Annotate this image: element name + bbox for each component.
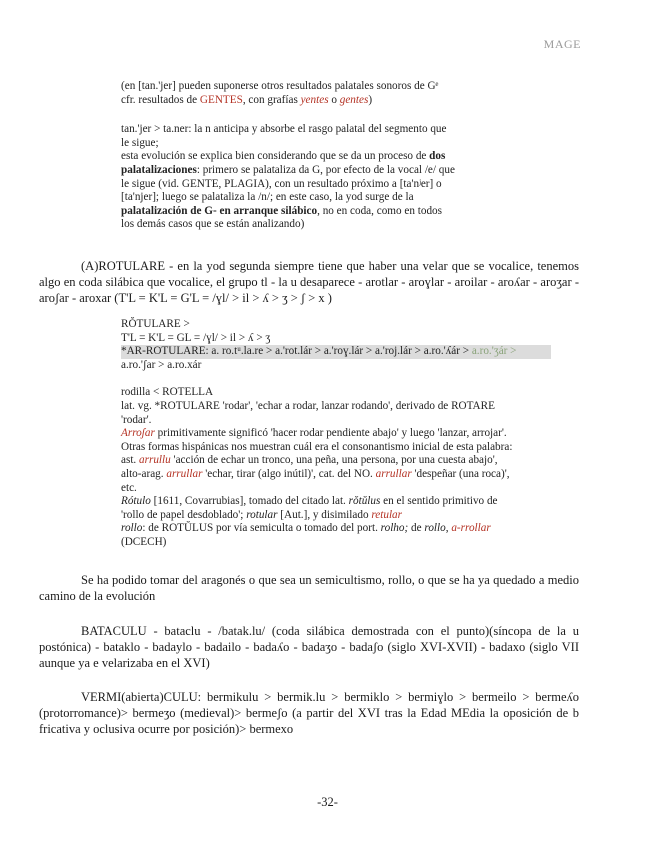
scan-line: los demás casos que se están analizando) <box>121 218 305 231</box>
running-header: MAGE <box>543 37 581 51</box>
scan-line: le sigue (vid. GENTE, PLAGIA), con un resultado próximo a [ta'nʲer] o <box>121 177 442 190</box>
scanned-excerpt-2 <box>121 318 551 550</box>
scan-line: Arroʃar primitivamente significó 'hacer rodar pendiente abajo' y luego 'lanzar, arrojar'. <box>121 427 507 440</box>
scan-line: rollo: de ROTŬLUS por vía semiculta o tomado del port. rolho; de rollo, a-rrollar <box>121 522 491 535</box>
scan-line: (DCECH) <box>121 535 167 548</box>
scan-line: lat. vg. *ROTULARE 'rodar', 'echar a rodar, lanzar rodando', derivado de ROTARE <box>121 399 495 412</box>
scan-line: a.ro.'ʃar > a.ro.xár <box>121 358 202 371</box>
body-paragraph-rollo: Se ha podido tomar del aragonés o que sea un semicultismo, rollo, o que se ha ya quedado a medio camino de la evolución <box>39 573 579 603</box>
scan-line: alto-arag. arrullar 'echar, tirar (algo inútil)', cat. del NO. arrullar 'despeñar (una roca)', <box>121 467 510 480</box>
scan-line: le sigue; <box>121 136 159 149</box>
scan-line: Otras formas hispánicas nos muestran cuál era el consonantismo inicial de esta palabra: <box>121 440 513 453</box>
scan-line: esta evolución se explica bien considerando que se da un proceso de dos <box>121 150 446 163</box>
scan-line: ast. arrullu 'acción de echar un tronco, una peña, una persona, por una cuesta abajo', <box>121 454 498 467</box>
scan-line: T'L = K'L = GL = /ɣl/ > il > ʎ > ʒ <box>121 331 271 344</box>
scan-line: 'rodar'. <box>121 413 152 426</box>
scan-line: (en [tan.'jer] pueden suponerse otros resultados palatales sonoros de Gᵉ <box>121 80 439 92</box>
scan-line: cfr. resultados de GENTES, con grafías yentes o gentes) <box>121 93 373 106</box>
scan-line: etc. <box>121 481 137 494</box>
scan-line: 'rollo de papel desdoblado'; rotular [Aut.], y disimilado retular <box>121 508 403 521</box>
body-paragraph-vermiculu: VERMI(abierta)CULU: bermikulu > bermik.lu > bermiklo > bermiɣlo > bermeilo > bermeʎo (protorromance)> bermeʒo (medieval)> bermeʃo (a partir del XVI tras la Edad MEdia la oposición de b fricativa y oclusiva ocurre por posición)> bermexo <box>39 690 579 736</box>
page-number: -32- <box>317 795 338 809</box>
scan-line: [ta'njer]; luego se palataliza la /n/; en este caso, la yod surge de la <box>121 191 414 204</box>
scan-line: palatalización de G- en arranque silábico, no en coda, como en todos <box>121 204 442 217</box>
body-paragraph-rotulare: (A)ROTULARE - en la yod segunda siempre tiene que haber una velar que se vocalice, tenemos algo en coda silábica que vocalice, el grupo tl - la u desaparece - arotlar - aroɣlar - aroilar - aroʎar - aroʒar - aroʃar - aroxar (T'L = K'L = G'L = /ɣl/ > il > ʎ > ʒ > ʃ > x ) <box>39 259 579 305</box>
scanned-excerpt-1 <box>121 80 516 232</box>
scan-line: palatalizaciones: primero se palataliza da G, por efecto de la vocal /e/ que <box>121 163 455 176</box>
scan-line: RŎTULARE > <box>121 318 190 330</box>
scan-line: Rótulo [1611, Covarrubias], tomado del citado lat. rŏtŭlus en el sentido primitivo de <box>121 495 498 508</box>
scan-line: tan.'jer > ta.ner: la n anticipa y absorbe el rasgo palatal del segmento que <box>121 123 447 136</box>
scan-line: rodilla < ROTELLA <box>121 386 214 399</box>
highlighted-line: *AR-ROTULARE: a. ro.tᵘ.la.re > a.'rot.lár > a.'roɣ.lár > a.'roj.lár > a.ro.'ʎár > a.ro.'ʒár > <box>121 345 551 359</box>
body-paragraph-bataculu: BATACULU - bataclu - /batak.lu/ (coda silábica demostrada con el punto)(síncopa de la u postónica) - bataklo - badaylo - badailo - badaʎo - badaʒo - badaʃo (siglo XVI-XVII) - badaxo (siglo VII aunque ya e velarizaba en el XVI) <box>39 624 579 670</box>
